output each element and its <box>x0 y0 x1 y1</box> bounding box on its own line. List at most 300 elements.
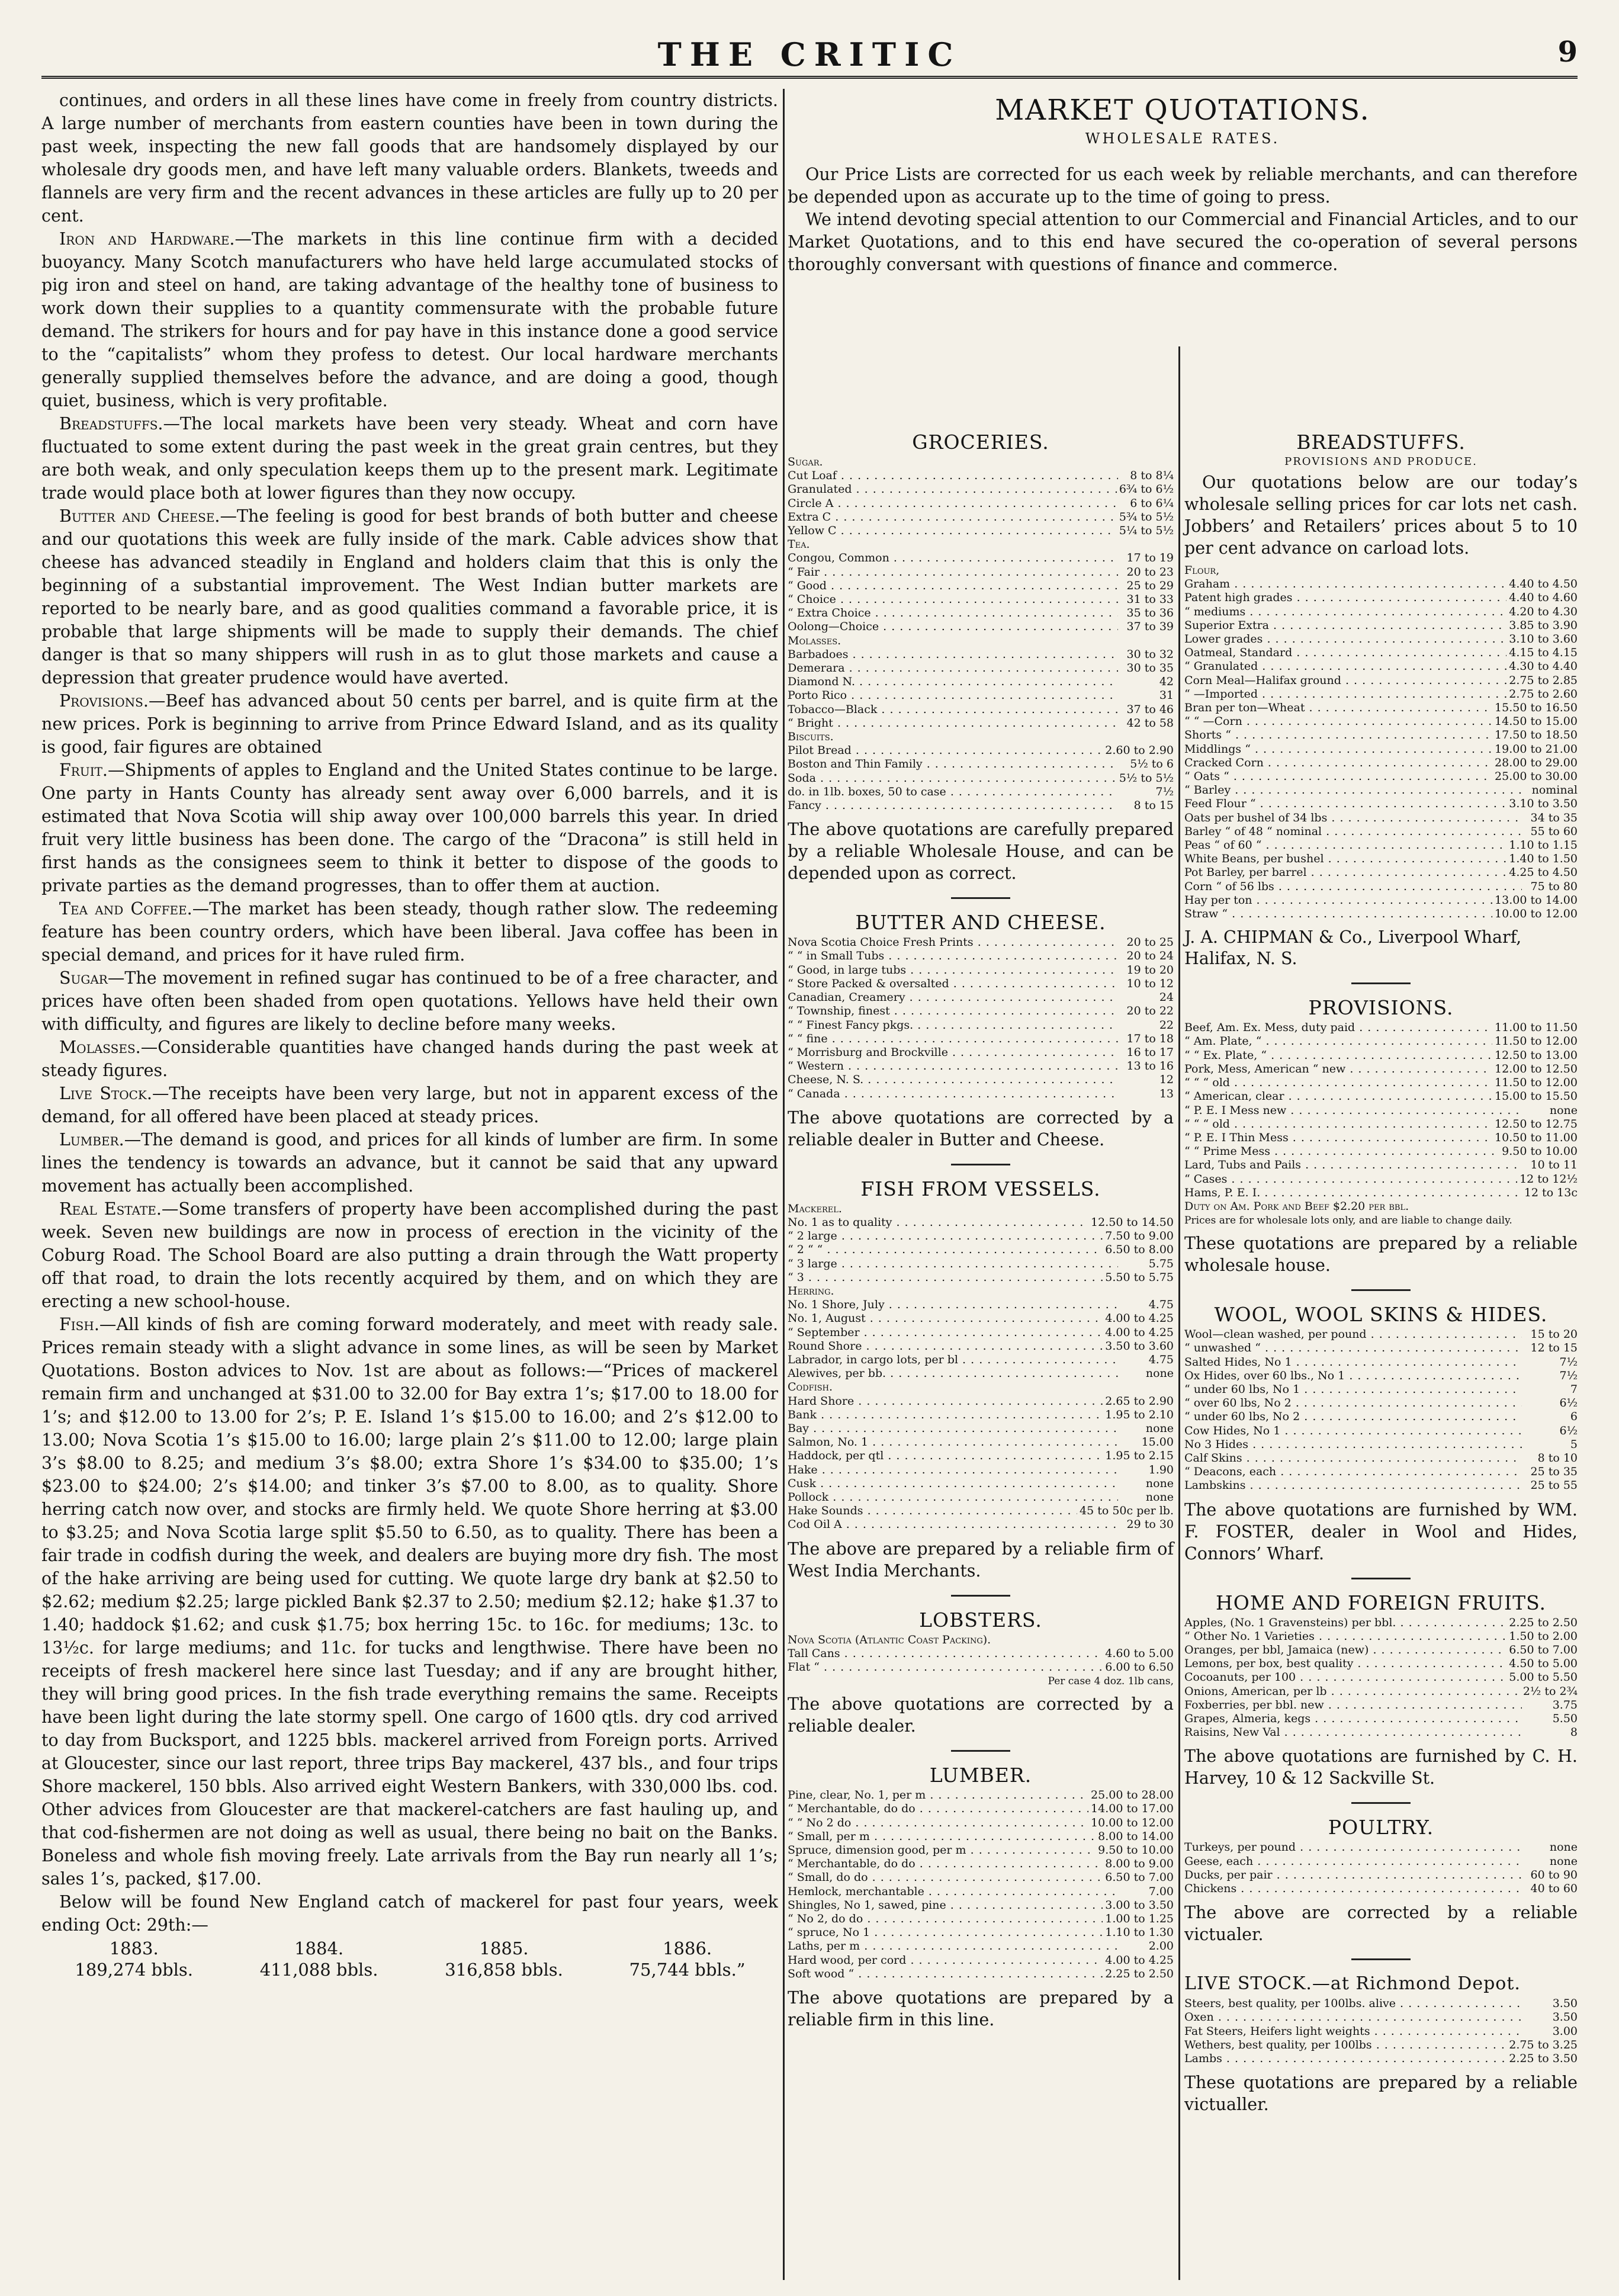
text-provisions: —Beef has advanced about 50 cents per barrel, and is quite firm at the new prices. Pork is beginning to arrive from Prince Edward Island, and as its quality is good, fair figures are obtained <box>41 691 778 757</box>
item-label: “ over 60 lbs, No 2 . . . <box>1184 1396 1522 1410</box>
item-price: 8.00 to 9.00 <box>1105 1857 1174 1871</box>
price-row <box>788 949 1174 963</box>
item-label: “ “ —Corn . . . <box>1184 715 1492 728</box>
item-price: 4.40 to 4.50 <box>1509 577 1578 591</box>
item-label: Grapes, Almeria, kegs . . . <box>1184 1712 1522 1726</box>
price-row <box>1184 1145 1578 1158</box>
text-fruit: —Shipments of apples to England and the United States continue to be large. One party in Hants County has already sent away over 6,000 barrels, and it is estimated that Nova Scotia will ship away over 100,000 barrels this year. In dried fruit very little business has been done. The cargo of the “Dracona” is still held in first hands as the consignees seem to think it better to dispose of the goods to private parties as the demand progresses, than to offer them at auction. <box>41 760 778 895</box>
item-label: “ Small, do do . . . <box>788 1871 1103 1884</box>
heading-live-stock: Live Stock. <box>59 1084 152 1103</box>
item-label: “ “ Prime Mess . . . <box>1184 1145 1499 1158</box>
price-rows <box>1184 1616 1578 1740</box>
heading-real-estate: Real Estate. <box>59 1199 162 1219</box>
item-price: 2.60 to 2.90 <box>1105 744 1174 757</box>
price-row <box>1184 1158 1578 1172</box>
price-row <box>788 1816 1174 1830</box>
item-price: 3.50 <box>1552 1997 1578 2011</box>
price-row <box>788 1229 1174 1243</box>
price-row <box>788 1857 1174 1871</box>
price-row <box>788 497 1174 510</box>
per-case-note: Per case 4 doz. 1lb cans, <box>1048 1675 1174 1688</box>
item-label: Lower grades . . . <box>1184 632 1506 646</box>
section-note: These quotations are prepared by a reliable wholesale house. <box>1184 1234 1578 1276</box>
item-price: 2.75 to 2.85 <box>1509 673 1578 687</box>
price-row <box>1184 646 1578 660</box>
item-price: 4.15 to 4.15 <box>1509 646 1578 660</box>
price-row <box>788 785 1174 799</box>
heading-iron: Iron and Hardware. <box>59 229 235 249</box>
section-subtitle: PROVISIONS AND PRODUCE. <box>1284 455 1477 468</box>
price-row <box>788 1954 1174 1967</box>
section-note: The above quotations are corrected by a reliable dealer. <box>788 1694 1174 1736</box>
mackerel-catch-table <box>41 1938 778 1980</box>
price-row <box>788 1491 1174 1504</box>
item-label: “ Barley . . . <box>1184 783 1522 797</box>
item-price: 35 to 36 <box>1126 606 1174 620</box>
item-label: “ 2 large . . . <box>788 1229 1103 1243</box>
catch-years-row <box>41 1938 778 1959</box>
item-price: 4.40 to 4.60 <box>1509 591 1578 605</box>
item-price: 7.50 to 9.00 <box>1105 1229 1174 1243</box>
price-row <box>788 1939 1174 1953</box>
category-row <box>788 1633 1174 1647</box>
item-label: “ Morrisburg and Brockville . . . <box>788 1046 1118 1059</box>
item-price: 6.50 to 7.00 <box>1509 1643 1578 1656</box>
item-label: Bran per ton—Wheat . . . <box>1184 701 1492 715</box>
item-label: Tobacco—Black . . . <box>788 703 1118 717</box>
item-price: 42 <box>1159 675 1174 689</box>
paragraph-lumber <box>41 1128 778 1197</box>
item-label: Cod Oil A . . . <box>788 1518 1118 1531</box>
price-row <box>788 1661 1174 1674</box>
item-price: 2.75 to 3.25 <box>1509 2038 1578 2051</box>
item-label: Lard, Tubs and Pails . . . <box>1184 1158 1522 1172</box>
item-label: Ox Hides, over 60 lbs., No 1 . . . <box>1184 1369 1522 1383</box>
item-label: Straw “ . . . <box>1184 907 1492 921</box>
price-row <box>1184 825 1578 839</box>
item-price: 6 <box>1570 1410 1578 1424</box>
item-label: Hake . . . <box>788 1463 1118 1477</box>
price-row <box>1184 1685 1578 1698</box>
item-price: 25.00 to 28.00 <box>1091 1788 1174 1802</box>
item-price: 7½ <box>1155 785 1174 798</box>
item-price: 11.50 to 12.00 <box>1495 1035 1578 1048</box>
item-price: 3.85 to 3.90 <box>1509 618 1578 632</box>
item-price: 5.75 <box>1148 1257 1174 1270</box>
item-price: 6½ <box>1559 1424 1578 1437</box>
item-price: 10 to 12 <box>1126 977 1174 990</box>
section-title: LOBSTERS. <box>919 1608 1042 1632</box>
price-row <box>788 551 1174 565</box>
price-rows <box>788 1788 1174 1981</box>
item-label: Cusk . . . <box>788 1477 1118 1491</box>
price-row <box>1184 1712 1578 1726</box>
item-label: “ Small, per m . . . <box>788 1830 1096 1844</box>
section-note: The above are prepared by a reliable firm of West India Merchants. <box>788 1539 1174 1581</box>
item-price: none <box>1549 1854 1578 1868</box>
item-label: Wethers, best quality, per 100lbs . . . <box>1184 2038 1506 2052</box>
item-price: 12 <box>1159 1073 1174 1087</box>
item-label: Duty on Am. Pork and Beef $2.20 per bbl. <box>1184 1199 1409 1213</box>
item-label: “ “ Finest Fancy pkgs. . . . <box>788 1019 1118 1032</box>
item-price: 20 to 25 <box>1126 936 1174 949</box>
price-rows <box>1184 1841 1578 1896</box>
category-row <box>1184 564 1578 577</box>
item-price: 10.50 to 11.00 <box>1495 1131 1578 1144</box>
item-price: 2.25 to 2.50 <box>1105 1967 1174 1980</box>
price-row <box>788 524 1174 538</box>
price-row <box>1184 1356 1578 1369</box>
item-label: “ No 2, do do . . . <box>788 1912 1103 1926</box>
item-label: Lambs . . . <box>1184 2052 1506 2066</box>
item-price: 17.50 to 18.50 <box>1495 728 1578 742</box>
item-label: Shingles, No 1, sawed, pine . . . <box>788 1899 1103 1912</box>
price-row <box>1184 2038 1578 2052</box>
price-row <box>1184 1452 1578 1465</box>
item-label: Flour, <box>1184 564 1220 577</box>
section-separator <box>951 1164 1010 1165</box>
item-label: “ Other No. 1 Varieties . . . <box>1184 1630 1506 1643</box>
item-price: 1.95 to 2.15 <box>1105 1449 1174 1463</box>
section-separator <box>951 1595 1010 1597</box>
item-price: 7.00 <box>1148 1884 1174 1898</box>
price-row <box>1184 619 1578 632</box>
item-price: 30 to 35 <box>1126 661 1174 675</box>
catch-value: 316,858 bbls. <box>445 1960 563 1980</box>
item-label: No. 1 as to quality . . . <box>788 1216 1088 1229</box>
text-tea: —The market has been steady, though rather slow. The redeeming feature has been country orders, which have been liberal. Java coffee has been in special demand, and prices for it have ruled firm. <box>41 899 778 965</box>
item-price: 17 to 18 <box>1126 1032 1174 1045</box>
item-price: 12 to 12½ <box>1520 1172 1578 1186</box>
price-row <box>788 1899 1174 1912</box>
section-separator <box>951 897 1010 899</box>
masthead <box>41 36 1578 71</box>
page-number: 9 <box>1557 36 1578 69</box>
text-real-estate: —Some transfers of property have been accomplished during the past week. Seven new buildings are now in process of erection in the vicinity of the Coburg Road. The School Board are also putting a drain through the Watt property off that road, to drain the lots recently acquired by them, and on which they are erecting a new school-house. <box>41 1199 778 1311</box>
price-row <box>788 991 1174 1004</box>
section-title: LIVE STOCK.—at Richmond Depot. <box>1184 1973 1521 1995</box>
price-row <box>788 1885 1174 1899</box>
column-divider <box>783 89 785 2280</box>
item-price: 13 to 16 <box>1126 1059 1174 1073</box>
price-row <box>788 1788 1174 1802</box>
item-price: 25 to 29 <box>1126 579 1174 592</box>
item-price: 75 to 80 <box>1530 879 1578 893</box>
section-title: POULTRY. <box>1328 1816 1434 1839</box>
price-row <box>788 1436 1174 1449</box>
item-label: Beef, Am. Ex. Mess, duty paid . . . <box>1184 1021 1492 1035</box>
price-row <box>788 510 1174 524</box>
item-price: 4.50 to 5.00 <box>1509 1657 1578 1671</box>
item-price: 25 to 55 <box>1530 1479 1578 1492</box>
price-row <box>788 1326 1174 1340</box>
item-label: Yellow C . . . <box>788 524 1117 538</box>
price-row <box>1184 2025 1578 2038</box>
item-price: 20 to 24 <box>1126 949 1174 963</box>
section-note: The above quotations are corrected by a reliable dealer in Butter and Cheese. <box>788 1107 1174 1149</box>
price-row <box>788 744 1174 757</box>
item-price: 8 to 10 <box>1537 1451 1578 1465</box>
item-label: Cracked Corn . . . <box>1184 756 1492 770</box>
section-title: BUTTER AND CHEESE. <box>855 911 1106 935</box>
paragraph-butter <box>41 505 778 689</box>
item-price: 4.75 <box>1148 1353 1174 1366</box>
catch-year: 1883. <box>109 1938 159 1958</box>
item-label: Congou, Common . . . <box>788 551 1118 565</box>
masthead-rule <box>41 76 1578 79</box>
item-label: Middlings “ . . . <box>1184 743 1492 756</box>
price-row <box>788 757 1174 771</box>
paragraph-breadstuffs <box>41 412 778 505</box>
section-title: HOME AND FOREIGN FRUITS. <box>1215 1591 1547 1614</box>
item-label: “ Merchantable, do do . . . <box>788 1857 1103 1871</box>
catch-value: 411,088 bbls. <box>259 1960 378 1980</box>
item-price: 8 to 8¼ <box>1130 469 1174 483</box>
item-label: “ “ “ old . . . <box>1184 1076 1492 1090</box>
price-row <box>788 1477 1174 1491</box>
item-price: 37 to 39 <box>1126 620 1174 634</box>
price-row <box>1184 1131 1578 1145</box>
paragraph-fruit <box>41 759 778 897</box>
price-row <box>1184 797 1578 811</box>
price-row <box>1184 880 1578 894</box>
item-price: 9.50 to 10.00 <box>1098 1844 1174 1857</box>
item-price: 10.00 to 12.00 <box>1495 907 1578 921</box>
price-row <box>788 1830 1174 1844</box>
item-label: “ Bright . . . <box>788 717 1118 730</box>
item-price: 8 <box>1570 1726 1578 1739</box>
price-row <box>1184 743 1578 756</box>
item-price: 15.50 to 16.50 <box>1495 701 1578 715</box>
price-row <box>788 620 1174 634</box>
item-label: Onions, American, per lb . . . <box>1184 1685 1521 1698</box>
item-price: 3.00 <box>1552 2024 1578 2038</box>
item-label: Oxen . . . <box>1184 2011 1522 2024</box>
catch-year: 1886. <box>663 1938 712 1958</box>
item-label: “ Fair . . . <box>788 566 1118 579</box>
price-row <box>1184 811 1578 825</box>
item-label: Apples, (No. 1 Gravensteins) per bbl. . . . <box>1184 1616 1506 1630</box>
price-row <box>788 772 1174 785</box>
price-row <box>1184 1438 1578 1452</box>
item-label: Nova Scotia (Atlantic Coast Packing). <box>788 1633 991 1646</box>
item-label: Salmon, No. 1 . . . <box>788 1436 1118 1449</box>
item-label: “ Good . . . <box>788 579 1118 593</box>
item-price: 42 to 58 <box>1126 716 1174 730</box>
section-note: The above quotations are furnished by C. H. Harvey, 10 & 12 Sackville St. <box>1184 1746 1578 1788</box>
price-row <box>788 1046 1174 1059</box>
item-price: 24 <box>1159 991 1174 1004</box>
price-row <box>788 1463 1174 1477</box>
item-label: “ 3 large . . . <box>788 1257 1118 1271</box>
price-row <box>788 1059 1174 1073</box>
item-price: 11.50 to 12.00 <box>1495 1076 1578 1090</box>
price-row <box>788 1312 1174 1325</box>
item-price: 4.20 to 4.30 <box>1509 605 1578 618</box>
item-price: 2½ to 2¾ <box>1522 1684 1578 1698</box>
item-label: Laths, per m . . . <box>788 1939 1118 1953</box>
item-price: 6.50 to 8.00 <box>1105 1243 1174 1257</box>
price-rows <box>788 1633 1174 1675</box>
item-price: 5.50 <box>1552 1711 1578 1725</box>
price-row <box>788 469 1174 483</box>
item-price: 40 to 60 <box>1530 1882 1578 1895</box>
price-row <box>788 1802 1174 1816</box>
item-price: 1.90 <box>1148 1463 1174 1476</box>
price-row <box>1184 1021 1578 1035</box>
paragraph-dry-goods: continues, and orders in all these lines have come in freely from country districts. A large number of merchants from eastern counties have been in town during the past week, inspecting the new fall goods that are handsomely displayed by our wholesale dry goods men, and have left many valuable orders. Blankets, tweeds and flannels are very firm and the recent advances in these articles are fully up to 20 per cent. <box>41 91 778 226</box>
item-price: 22 <box>1159 1018 1174 1032</box>
price-row <box>788 1395 1174 1408</box>
item-label: “ under 60 lbs, No 2 . . . <box>1184 1410 1522 1424</box>
item-price: none <box>1549 1103 1578 1117</box>
price-row <box>1184 839 1578 852</box>
item-label: Pork, Mess, American “ new . . . <box>1184 1062 1492 1076</box>
item-label: Foxberries, per bbl. new . . . <box>1184 1698 1522 1712</box>
section-wool <box>1184 1302 1578 1564</box>
price-row <box>1184 1841 1578 1854</box>
price-row <box>788 1257 1174 1271</box>
item-label: Tall Cans . . . <box>788 1647 1103 1661</box>
item-label: “ Canada . . . <box>788 1087 1118 1101</box>
price-row <box>788 1518 1174 1531</box>
catch-values-row <box>41 1959 778 1980</box>
item-label: Mackerel. <box>788 1202 842 1215</box>
item-price: 3.50 <box>1552 2011 1578 2024</box>
item-price: 15 to 20 <box>1530 1328 1578 1341</box>
price-rows <box>1184 1328 1578 1492</box>
paragraph-molasses <box>41 1036 778 1082</box>
item-price: 1.50 to 2.00 <box>1509 1629 1578 1643</box>
item-label: Boston and Thin Family . . . <box>788 757 1118 771</box>
paragraph-real-estate <box>41 1197 778 1313</box>
item-label: Herring. <box>788 1284 834 1298</box>
text-butter: —The feeling is good for best brands of both butter and cheese and our quotations this week are fully inside of the mark. Cable advices show that cheese has advanced steadily in England and holders claim that this is only the beginning of a substantial improvement. The West Indian butter markets are reported to be nearly bare, and as good qualities command a favorable price, it is probable that large shipments will be made to supply their demands. The chief danger is that so many shippers will rush in as to glut those markets and cause a depression that greater prudence would have averted. <box>41 506 778 688</box>
item-price: nominal <box>1531 783 1578 797</box>
intro-paragraph-2: We intend devoting special attention to our Commercial and Financial Articles, and to our Market Quotations, and to this end have secured the co-operation of several persons thoroughly conversant with questions of finance and commerce. <box>788 210 1578 274</box>
section-title: PROVISIONS. <box>1308 996 1454 1020</box>
paragraph-live-stock <box>41 1082 778 1128</box>
item-price: 28.00 to 29.00 <box>1495 756 1578 769</box>
item-price: 14.50 to 15.00 <box>1495 715 1578 728</box>
price-row <box>788 1004 1174 1018</box>
item-label: “ unwashed “ . . . <box>1184 1341 1522 1355</box>
category-row <box>1184 1200 1578 1213</box>
item-price: 2.25 to 3.50 <box>1509 2052 1578 2066</box>
item-label: “ “ fine . . . <box>788 1032 1118 1046</box>
item-price: 20 to 22 <box>1126 1004 1174 1018</box>
item-label: Oranges, per bbl, Jamaica (new) . . . <box>1184 1643 1506 1657</box>
item-price: 5¾ to 5½ <box>1119 510 1174 524</box>
item-price: 2.65 to 2.90 <box>1105 1394 1174 1408</box>
item-label: Steers, best quality, per 100lbs. alive . . . <box>1184 1997 1522 2011</box>
item-label: Pot Barley, per barrel . . . <box>1184 866 1506 879</box>
item-price: none <box>1145 1490 1174 1504</box>
price-row <box>788 1422 1174 1436</box>
item-label: Granulated . . . <box>788 483 1117 496</box>
item-label: “ Am. Plate, “ . . . <box>1184 1035 1492 1048</box>
item-price: 5½ to 5½ <box>1119 771 1174 785</box>
item-price: 6¾ to 6½ <box>1119 483 1174 496</box>
item-price: 13.00 to 14.00 <box>1495 893 1578 907</box>
item-label: Sugar. <box>788 455 823 468</box>
item-label: Hard wood, per cord . . . <box>788 1954 1103 1967</box>
item-label: Lambskins . . . <box>1184 1479 1522 1492</box>
item-label: Haddock, per qtl . . . <box>788 1449 1103 1463</box>
item-label: Graham . . . <box>1184 577 1506 591</box>
item-label: do. in 1lb. boxes, 50 to case . . . <box>788 785 1118 799</box>
price-row <box>1184 1383 1578 1396</box>
price-row <box>1184 1698 1578 1712</box>
section-note: These quotations are prepared by a reliable victualler. <box>1184 2073 1578 2115</box>
price-row <box>1184 1855 1578 1868</box>
item-label: No. 1, August . . . <box>788 1312 1103 1325</box>
item-price: 12.00 to 12.50 <box>1495 1062 1578 1075</box>
item-price: 6½ <box>1559 1396 1578 1410</box>
item-label: Cut Loaf . . . <box>788 469 1118 483</box>
price-row <box>1184 660 1578 673</box>
price-row <box>1184 2052 1578 2066</box>
item-label: Round Shore . . . <box>788 1340 1103 1353</box>
category-row <box>788 538 1174 551</box>
item-price: 8.00 to 14.00 <box>1098 1829 1174 1843</box>
price-row <box>788 1871 1174 1884</box>
paragraph-iron <box>41 227 778 412</box>
price-row <box>1184 1997 1578 2011</box>
price-row <box>1184 632 1578 646</box>
item-label: “ —Imported . . . <box>1184 688 1506 701</box>
item-label: Spruce, dimension good, per m . . . <box>788 1844 1096 1857</box>
item-label: Porto Rico . . . <box>788 689 1118 702</box>
item-label: Oatmeal, Standard . . . <box>1184 646 1506 660</box>
item-label: “ Good, in large tubs . . . <box>788 964 1118 977</box>
item-label: Bank . . . <box>788 1408 1103 1422</box>
item-label: Labrador, in cargo lots, per bl . . . <box>788 1353 1118 1367</box>
price-row <box>788 1367 1174 1380</box>
paragraph-fish <box>41 1313 778 1890</box>
price-row <box>1184 770 1578 783</box>
trade-review-column <box>41 89 778 2280</box>
item-label: Circle A . . . <box>788 497 1118 510</box>
price-rows <box>1184 564 1578 921</box>
item-price: 31 to 33 <box>1126 593 1174 606</box>
heading-molasses: Molasses. <box>59 1038 141 1057</box>
price-row <box>788 689 1174 702</box>
price-row <box>788 1073 1174 1087</box>
subcolumn-divider <box>1178 346 1180 2280</box>
category-row <box>788 1202 1174 1216</box>
item-label: “ “ in Small Tubs . . . <box>788 949 1118 963</box>
price-row <box>788 1353 1174 1367</box>
market-quotations-column <box>788 89 1578 2115</box>
item-price: 9.50 to 10.00 <box>1502 1145 1578 1158</box>
item-price: 13 <box>1159 1087 1174 1100</box>
item-label: Ducks, per pair . . . <box>1184 1868 1522 1882</box>
item-price: 4.00 to 4.25 <box>1105 1325 1174 1339</box>
price-row <box>1184 1868 1578 1882</box>
item-label: Canadian, Creamery . . . <box>788 991 1118 1004</box>
price-row <box>788 648 1174 661</box>
section-title: FISH FROM VESSELS. <box>860 1177 1101 1200</box>
item-price: 12.50 to 13.00 <box>1495 1048 1578 1062</box>
section-note: The above are corrected by a reliable victualer. <box>1184 1903 1578 1945</box>
item-price: 2.75 to 2.60 <box>1509 687 1578 701</box>
item-price: 25 to 35 <box>1530 1465 1578 1479</box>
item-label: Barley “ of 48 “ nominal . . . <box>1184 825 1522 839</box>
item-price: 20 to 23 <box>1126 565 1174 579</box>
quotations-intro <box>788 163 1578 276</box>
price-row <box>1184 1882 1578 1896</box>
